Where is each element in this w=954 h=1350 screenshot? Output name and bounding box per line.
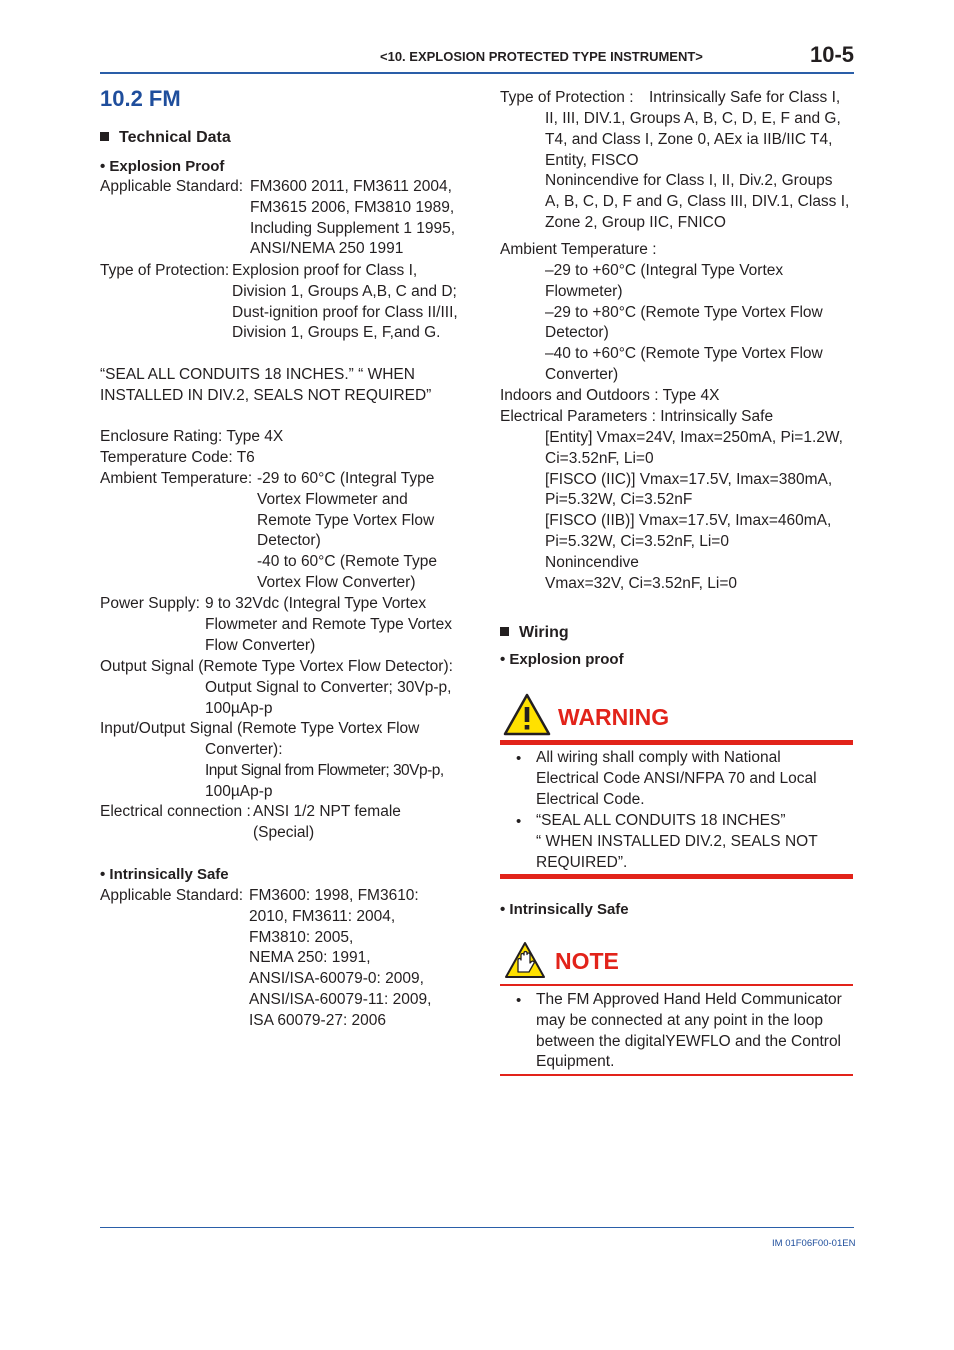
note-hand-icon bbox=[504, 941, 546, 979]
ep-standard-values: FM3600 2011, FM3611 2004, FM3615 2006, FM3810 1989, Including Supplement 1 1995, ANSI/NEMA 250 1991 bbox=[250, 178, 456, 258]
warning-item-2: “SEAL ALL CONDUITS 18 INCHES” “ WHEN INSTALLED DIV.2, SEALS NOT REQUIRED”. bbox=[536, 812, 818, 871]
power-supply-label: Power Supply: bbox=[100, 595, 200, 612]
square-bullet-icon bbox=[500, 627, 509, 636]
wiring-intrinsically-safe-heading: • Intrinsically Safe bbox=[500, 901, 629, 918]
is-protection-first: Intrinsically Safe for Class I, bbox=[649, 89, 841, 106]
is-standard-label: Applicable Standard: bbox=[100, 887, 244, 904]
wiring-explosion-proof-heading: • Explosion proof bbox=[500, 651, 624, 668]
io-signal-values: Converter): Input Signal from Flowmeter; 30Vp-p, 100µAp-p bbox=[205, 741, 444, 800]
output-signal-values: Output Signal to Converter; 30Vp-p, 100µAp-p bbox=[205, 679, 452, 717]
warning-title: WARNING bbox=[558, 704, 670, 730]
is-standard-values: FM3600: 1998, FM3610: 2010, FM3611: 2004, FM3810: 2005, NEMA 250: 1991, ANSI/ISA-60079-0: 2009, ANSI/ISA-60079-11: 2009, ISA 60079-27: 2006 bbox=[249, 887, 432, 1029]
ep-protection-label: Type of Protection: bbox=[100, 262, 230, 279]
temperature-code: Temperature Code: T6 bbox=[100, 449, 255, 466]
note-bullet-icon: • bbox=[516, 992, 522, 1009]
warning-item-1: All wiring shall comply with National Electrical Code ANSI/NFPA 70 and Local Electrical Code. bbox=[536, 749, 817, 808]
warning-bullet-icon: • bbox=[516, 813, 522, 830]
ep-ambient-values: -29 to 60°C (Integral Type Vortex Flowmeter and Remote Type Vortex Flow Detector) -40 to 60°C (Remote Type Vortex Flow Converter) bbox=[257, 470, 437, 591]
note-top-rule bbox=[500, 984, 853, 986]
enclosure-rating: Enclosure Rating: Type 4X bbox=[100, 428, 284, 445]
warning-top-rule bbox=[500, 740, 853, 745]
electrical-parameters-label: Electrical Parameters : Intrinsically Safe bbox=[500, 408, 774, 425]
electrical-connection-values: ANSI 1/2 NPT female (Special) bbox=[253, 803, 401, 841]
technical-data-heading: Technical Data bbox=[100, 129, 231, 147]
is-protection-label: Type of Protection : bbox=[500, 89, 634, 106]
io-signal-label: Input/Output Signal (Remote Type Vortex Flow bbox=[100, 720, 420, 737]
note-item-1: The FM Approved Hand Held Communicator may be connected at any point in the loop between the digitalYEWFLO and the Control Equipment. bbox=[536, 991, 842, 1071]
wiring-heading: Wiring bbox=[500, 624, 569, 642]
intrinsically-safe-heading: • Intrinsically Safe bbox=[100, 866, 229, 883]
document-id: IM 01F06F00-01EN bbox=[772, 1238, 856, 1249]
is-ambient-values: –29 to +60°C (Integral Type Vortex Flowmeter) –29 to +80°C (Remote Type Vortex Flow Detector) –40 to +60°C (Remote Type Vortex Flow Converter) bbox=[545, 262, 823, 383]
electrical-connection-label: Electrical connection : bbox=[100, 803, 251, 820]
output-signal-label: Output Signal (Remote Type Vortex Flow Detector): bbox=[100, 658, 453, 675]
is-ambient-label: Ambient Temperature : bbox=[500, 241, 657, 258]
note-title: NOTE bbox=[555, 948, 619, 974]
square-bullet-icon bbox=[100, 132, 109, 141]
indoors-outdoors: Indoors and Outdoors : Type 4X bbox=[500, 387, 720, 404]
is-protection-values: II, III, DIV.1, Groups A, B, C, D, E, F and G, T4, and Class I, Zone 0, AEx ia IIB/IIC T4, Entity, FISCO Nonincendive for Class I, II, Div.2, Groups A, B, C, D, F and G, Class III, DIV.1, Class I, Zone 2, Group IIC, FNICO bbox=[545, 110, 850, 231]
footer-rule bbox=[100, 1227, 854, 1228]
ep-standard-label: Applicable Standard: bbox=[100, 178, 244, 195]
ep-ambient-label: Ambient Temperature: bbox=[100, 470, 253, 487]
warning-bullet-icon: • bbox=[516, 750, 522, 767]
ep-protection-values: Explosion proof for Class I, Division 1, Groups A,B, C and D; Dust-ignition proof for Class II/III, Division 1, Groups E, F,and G. bbox=[232, 262, 458, 342]
page-number: 10-5 bbox=[810, 42, 855, 67]
warning-triangle-icon bbox=[503, 693, 551, 736]
electrical-parameters-values: [Entity] Vmax=24V, Imax=250mA, Pi=1.2W, Ci=3.52nF, Li=0 [FISCO (IIC)] Vmax=17.5V, Imax=380mA, Pi=5.32W, Ci=3.52nF [FISCO (IIB)] Vmax=17.5V, Imax=460mA, Pi=5.32W, Ci=3.52nF, Li=0 Nonincendive Vmax=32V, Ci=3.52nF, Li=0 bbox=[545, 429, 843, 592]
seal-conduits-note: “SEAL ALL CONDUITS 18 INCHES.” “ WHEN INSTALLED IN DIV.2, SEALS NOT REQUIRED” bbox=[100, 366, 432, 404]
section-title: 10.2 FM bbox=[100, 86, 181, 111]
running-header: <10. EXPLOSION PROTECTED TYPE INSTRUMENT> bbox=[380, 49, 703, 64]
power-supply-values: 9 to 32Vdc (Integral Type Vortex Flowmeter and Remote Type Vortex Flow Converter) bbox=[205, 595, 452, 654]
explosion-proof-heading: • Explosion Proof bbox=[100, 158, 225, 175]
header-rule bbox=[100, 72, 854, 74]
note-bottom-rule bbox=[500, 1074, 853, 1076]
warning-bottom-rule bbox=[500, 874, 853, 879]
